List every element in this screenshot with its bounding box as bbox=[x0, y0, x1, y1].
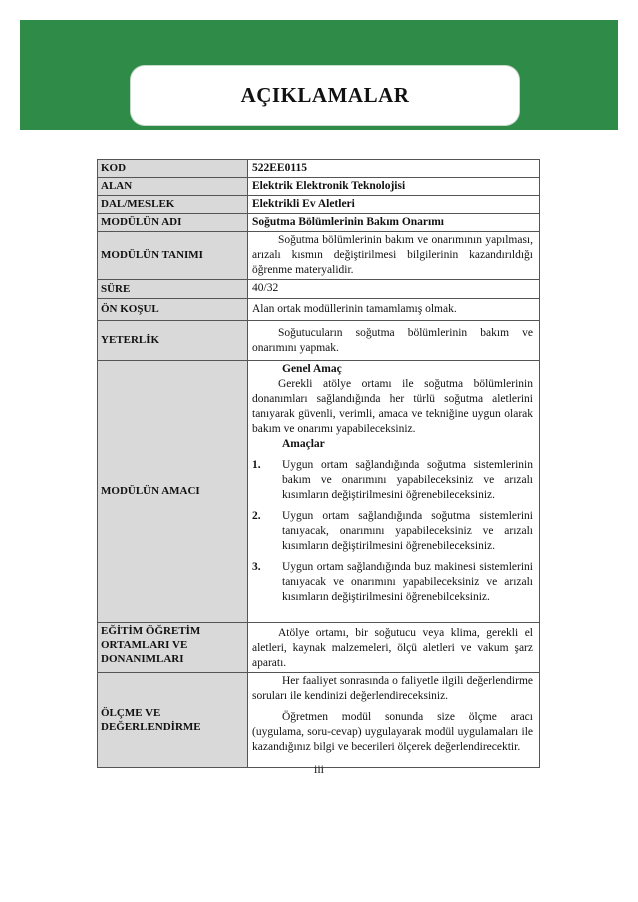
table-row bbox=[98, 280, 540, 299]
row-label-kod: KOD bbox=[98, 160, 248, 178]
table-row bbox=[98, 178, 540, 196]
row-value-egitim: Atölye ortamı, bir soğutucu veya klima, gerekli el aletleri, kaynak malzemeleri, ölçü aletleri ve vakum şarz aparatı. bbox=[248, 623, 540, 673]
page-number: iii bbox=[313, 762, 324, 776]
row-value-modul-tanimi: Soğutma bölümlerinin bakım ve onarımının yapılması, arızalı kısmın değiştirilmesi bilgilerinin kazandırıldığı öğrenme materyalidir. bbox=[248, 232, 540, 280]
item-text: Uygun ortam sağlandığında soğutma sistemlerini tanıyacak, onarımını yapabileceksiniz ve arızalı kısımların değiştirilmesini öğrenebileceksiniz. bbox=[282, 510, 533, 552]
row-value-olcme bbox=[248, 673, 540, 768]
row-value-modul-amaci bbox=[248, 361, 540, 623]
row-label-alan: ALAN bbox=[98, 178, 248, 196]
item-number: 3. bbox=[252, 561, 261, 573]
row-label-sure: SÜRE bbox=[98, 280, 248, 299]
row-label-dal: DAL/MESLEK bbox=[98, 196, 248, 214]
table-row bbox=[98, 623, 540, 673]
row-label-olcme bbox=[98, 673, 248, 768]
genel-amac-text: Gerekli atölye ortamı ile soğutma bölümlerinin donanımları sağlandığında her türlü soğutma aletlerini tanıyarak güvenli, verimli, amaca ve tekniğine uygun olarak bakım ve onarımı yapabileceksiniz. bbox=[252, 378, 533, 435]
label-line: ÖLÇME VE bbox=[101, 707, 161, 719]
row-label-modul-amaci: MODÜLÜN AMACI bbox=[98, 361, 248, 623]
label-line: DEĞERLENDİRME bbox=[101, 721, 201, 733]
label-line: ORTAMLARI VE bbox=[101, 639, 188, 651]
row-value-dal: Elektrikli Ev Aletleri bbox=[248, 196, 540, 214]
list-item bbox=[252, 509, 533, 554]
table-row bbox=[98, 214, 540, 232]
row-value-yeterlik: Soğutucuların soğutma bölümlerinin bakım ve onarımını yapmak. bbox=[248, 321, 540, 361]
table-row bbox=[98, 673, 540, 768]
table-row bbox=[98, 361, 540, 623]
row-value-on-kosul: Alan ortak modüllerinin tamamlamış olmak. bbox=[248, 299, 540, 321]
table-row bbox=[98, 160, 540, 178]
row-label-yeterlik: YETERLİK bbox=[98, 321, 248, 361]
row-value-sure: 40/32 bbox=[248, 280, 540, 299]
row-value-alan: Elektrik Elektronik Teknolojisi bbox=[248, 178, 540, 196]
title-box bbox=[131, 66, 519, 125]
row-value-kod: 522EE0115 bbox=[248, 160, 540, 178]
row-value-modul-adi: Soğutma Bölümlerinin Bakım Onarımı bbox=[248, 214, 540, 232]
olcme-para-1: Her faaliyet sonrasında o faliyetle ilgili değerlendirme soruları ile kendinizi değerlendireceksiniz. bbox=[252, 675, 533, 702]
row-label-modul-adi: MODÜLÜN ADI bbox=[98, 214, 248, 232]
table-row bbox=[98, 299, 540, 321]
label-line: EĞİTİM ÖĞRETİM bbox=[101, 625, 201, 637]
row-label-modul-tanimi: MODÜLÜN TANIMI bbox=[98, 232, 248, 280]
item-text: Uygun ortam sağlandığında buz makinesi sistemlerini tanıyacak ve onarımını yapabileceksiniz ve arızalı kısımların değiştirilmesini öğrenebilceksiniz. bbox=[282, 561, 533, 603]
label-line: DONANIMLARI bbox=[101, 653, 184, 665]
list-item bbox=[252, 458, 533, 503]
list-item bbox=[252, 560, 533, 605]
page-title: AÇIKLAMALAR bbox=[240, 83, 410, 107]
item-number: 1. bbox=[252, 459, 261, 471]
amaclar-list bbox=[252, 458, 533, 605]
item-number: 2. bbox=[252, 510, 261, 522]
item-text: Uygun ortam sağlandığında soğutma sistemlerinin bakım ve onarımını yapabileceksiniz ve arızalı kısımların değiştirilmesini öğrenebileceksiniz. bbox=[282, 459, 533, 501]
row-label-on-kosul: ÖN KOŞUL bbox=[98, 299, 248, 321]
row-label-egitim bbox=[98, 623, 248, 673]
genel-amac-heading: Genel Amaç bbox=[282, 363, 342, 375]
table-row bbox=[98, 321, 540, 361]
olcme-para-2: Öğretmen modül sonunda size ölçme aracı (uygulama, soru-cevap) uygulayarak modül uygulamaları ile kazandığınız bilgi ve becerileri ölçerek değerlendirecektir. bbox=[252, 711, 533, 753]
table-row bbox=[98, 232, 540, 280]
table-row bbox=[98, 196, 540, 214]
module-info-table bbox=[97, 159, 540, 768]
amaclar-heading: Amaçlar bbox=[282, 438, 325, 450]
